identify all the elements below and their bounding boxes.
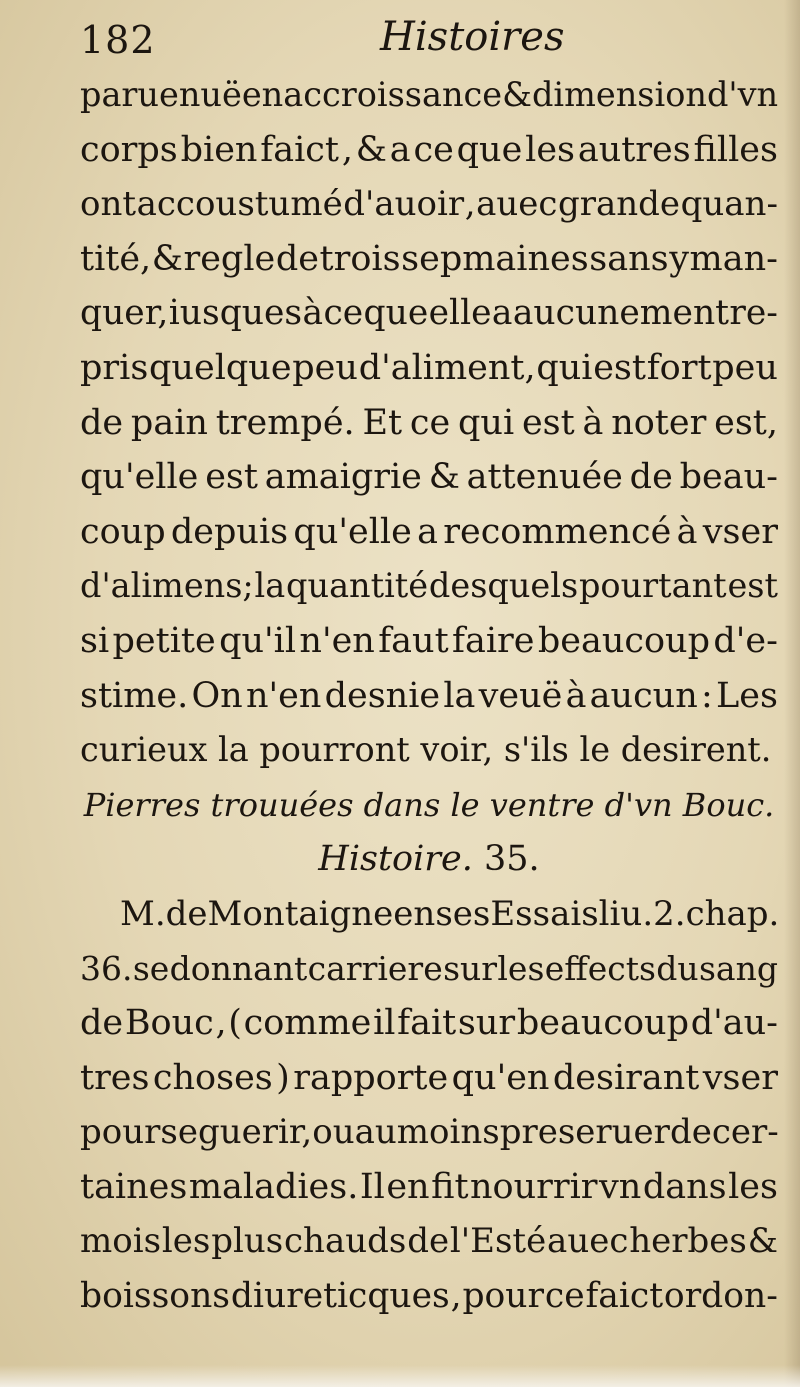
text-line: coup depuis qu'elle a recommencé à vser [80, 511, 778, 552]
text-block [80, 68, 778, 1324]
page-bottom-edge [0, 1365, 800, 1387]
text-line: mois les plus chauds de l'Esté auec herbes & [80, 1221, 778, 1262]
text-line: pris quelque peu d'aliment, qui est fort peu [80, 347, 778, 388]
section-subheading [80, 832, 778, 887]
text-line: stime. On n'en desnie la veuë à aucun : Les [80, 675, 778, 716]
histoire-label: Histoire. [318, 839, 473, 880]
section-heading: Pierres trouuées dans le ventre d'vn Bouc. [83, 785, 775, 824]
text-line: M. de Montaigne en ses Essais liu.2. chap. [120, 893, 780, 934]
text-line: taines maladies. Il en fit nourrir vn dans les [80, 1166, 778, 1207]
text-line: tité, & regle de trois sepmaines sans y man- [80, 238, 778, 279]
text-line: de Bouc , ( comme il fait sur beaucoup d'au- [80, 1003, 778, 1044]
text-line: paruenuë en accroissance & dimension d'vn [80, 75, 779, 114]
text-line: de pain trempé. Et ce qui est à noter est, [80, 402, 778, 443]
text-line: quer, iusques à ce que elle a aucunement re- [80, 293, 778, 334]
running-head [80, 14, 770, 66]
text-line: qu'elle est amaigrie & attenuée de beau- [80, 457, 778, 498]
text-line: si petite qu'il n'en faut faire beaucoup d'e- [80, 620, 778, 661]
text-line: tres choses ) rapporte qu'en desirant vser [80, 1057, 778, 1098]
text-line: curieux la pourront voir, s'ils le desirent. [80, 730, 772, 770]
histoire-number: 35. [484, 839, 540, 880]
paragraph-1 [80, 68, 778, 778]
text-line: pour se guerir, ou au moins preseruer de cer- [80, 1112, 779, 1153]
page-number: 182 [80, 18, 156, 62]
text-line: d'alimens; la quantité desquels pourtant est [80, 566, 778, 606]
text-line: ont accoustumé d'auoir , auec grande quan- [80, 184, 778, 225]
text-line: boissons diureticques , pour ce faict ordon- [80, 1276, 778, 1317]
paragraph-2 [80, 887, 778, 1324]
text-line: corps bien faict , & a ce que les autres filles [80, 129, 778, 170]
page-edge-shadow [784, 0, 800, 1387]
running-title: Histoires [380, 14, 565, 60]
text-line: 36. se donnant carriere sur les effects du sang [80, 948, 778, 988]
